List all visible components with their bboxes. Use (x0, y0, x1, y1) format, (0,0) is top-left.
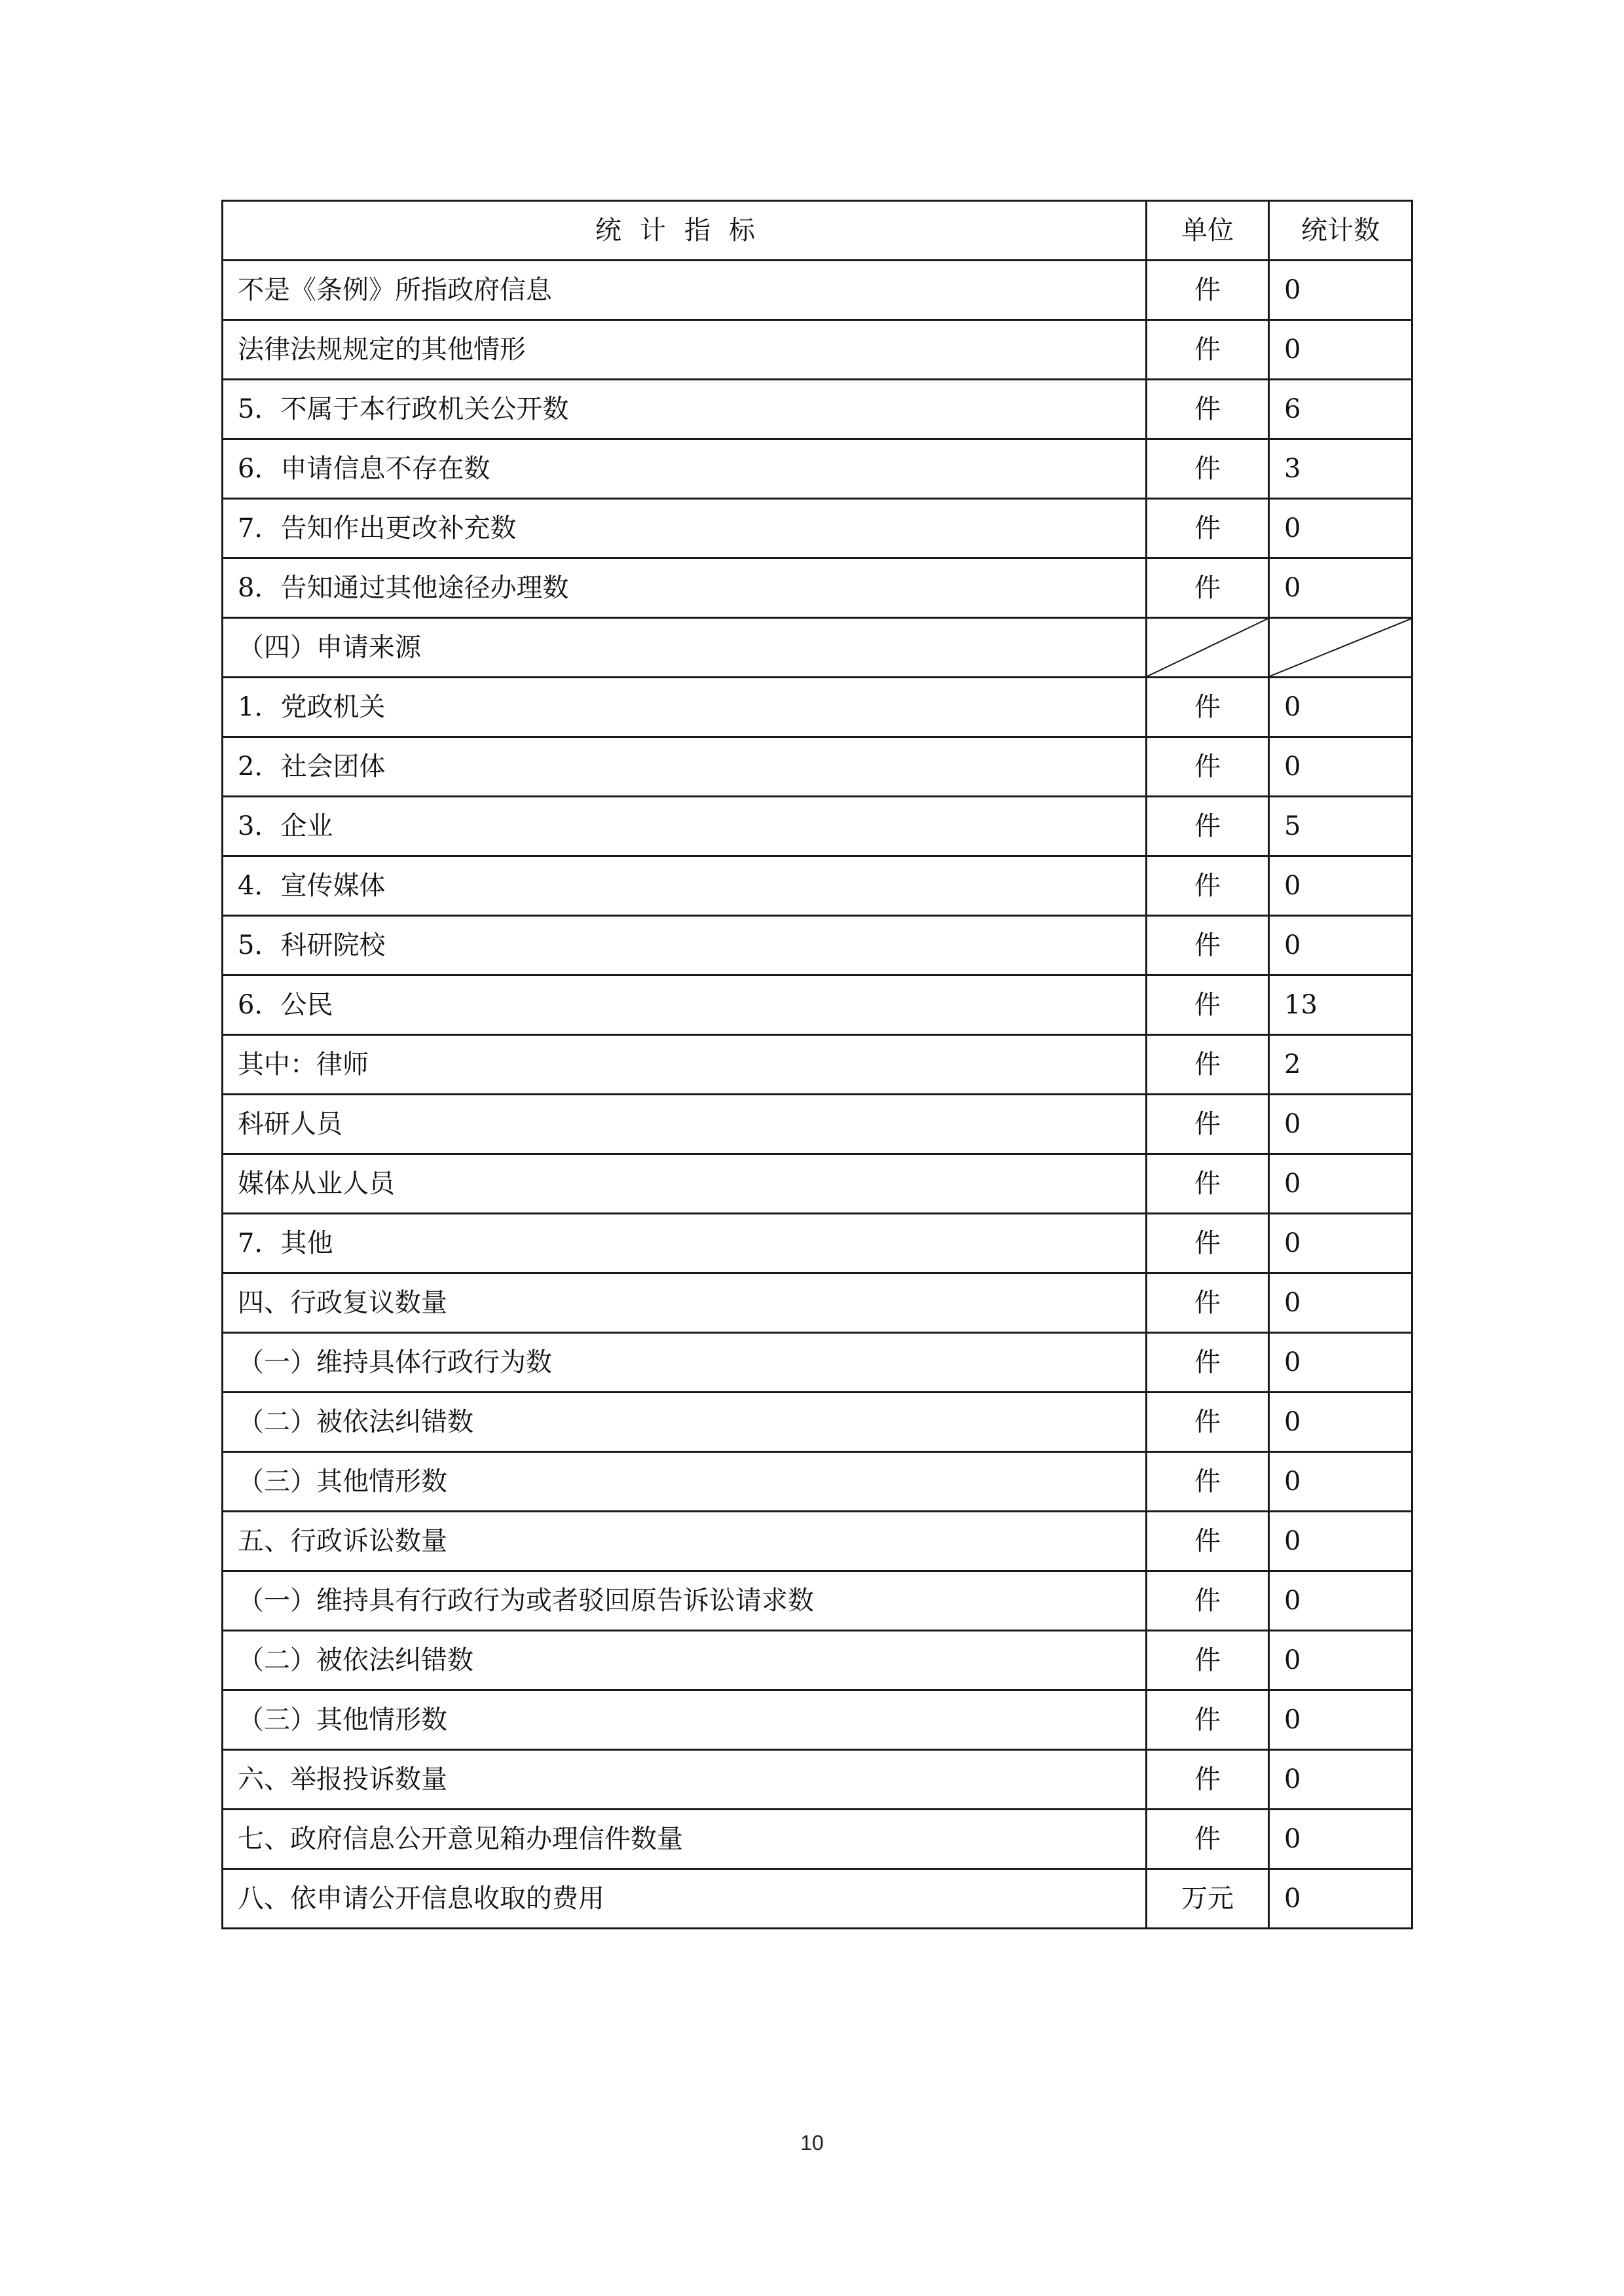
row-count: 0 (1269, 1631, 1412, 1690)
table-row (223, 1393, 1412, 1452)
row-unit: 件 (1147, 856, 1269, 916)
row-unit: 件 (1147, 499, 1269, 558)
row-unit: 件 (1147, 439, 1269, 499)
diagonal-slash-mark (1147, 619, 1268, 676)
row-label: 3．企业 (223, 797, 1147, 856)
row-unit: 件 (1147, 678, 1269, 737)
table-row (223, 1869, 1412, 1929)
table-row (223, 737, 1412, 797)
row-unit: 件 (1147, 261, 1269, 320)
row-unit: 件 (1147, 797, 1269, 856)
table-row (223, 1571, 1412, 1631)
row-label: 五、行政诉讼数量 (223, 1512, 1147, 1571)
row-label: 7．其他 (223, 1214, 1147, 1273)
row-count: 0 (1269, 320, 1412, 380)
table-row (223, 856, 1412, 916)
row-unit: 件 (1147, 916, 1269, 975)
row-label: 4．宣传媒体 (223, 856, 1147, 916)
row-unit-empty (1147, 618, 1269, 678)
row-label: 不是《条例》所指政府信息 (223, 261, 1147, 320)
row-count: 0 (1269, 678, 1412, 737)
row-label: 其中：律师 (223, 1035, 1147, 1095)
row-count: 6 (1269, 380, 1412, 439)
table-row (223, 1690, 1412, 1750)
table-row (223, 320, 1412, 380)
row-label: 法律法规规定的其他情形 (223, 320, 1147, 380)
table-row (223, 261, 1412, 320)
row-label: 六、举报投诉数量 (223, 1750, 1147, 1810)
table-row (223, 1095, 1412, 1154)
row-count: 0 (1269, 737, 1412, 797)
row-unit: 件 (1147, 320, 1269, 380)
row-count: 0 (1269, 1154, 1412, 1214)
row-unit: 件 (1147, 1571, 1269, 1631)
table-row (223, 678, 1412, 737)
table-row (223, 499, 1412, 558)
row-label: 8．告知通过其他途径办理数 (223, 558, 1147, 618)
row-count: 0 (1269, 1750, 1412, 1810)
table-row (223, 1273, 1412, 1333)
header-unit: 单位 (1147, 201, 1269, 261)
row-label: （一）维持具体行政行为数 (223, 1333, 1147, 1393)
diagonal-slash-mark (1270, 619, 1411, 676)
row-unit: 件 (1147, 1035, 1269, 1095)
table-row (223, 975, 1412, 1035)
row-unit: 件 (1147, 1214, 1269, 1273)
row-count: 0 (1269, 1214, 1412, 1273)
row-label: 八、依申请公开信息收取的费用 (223, 1869, 1147, 1929)
row-unit: 万元 (1147, 1869, 1269, 1929)
row-unit: 件 (1147, 1333, 1269, 1393)
row-count: 0 (1269, 1571, 1412, 1631)
row-unit: 件 (1147, 1631, 1269, 1690)
row-count: 0 (1269, 1869, 1412, 1929)
row-label: 7．告知作出更改补充数 (223, 499, 1147, 558)
table-row (223, 439, 1412, 499)
table-row (223, 1333, 1412, 1393)
row-unit: 件 (1147, 1095, 1269, 1154)
row-label: （四）申请来源 (223, 618, 1147, 678)
table-row (223, 618, 1412, 678)
row-unit: 件 (1147, 1393, 1269, 1452)
row-unit: 件 (1147, 975, 1269, 1035)
row-count: 0 (1269, 1452, 1412, 1512)
row-count: 0 (1269, 856, 1412, 916)
row-label: 5．科研院校 (223, 916, 1147, 975)
row-label: 5．不属于本行政机关公开数 (223, 380, 1147, 439)
row-label: （三）其他情形数 (223, 1452, 1147, 1512)
row-count-empty (1269, 618, 1412, 678)
row-count: 5 (1269, 797, 1412, 856)
table-body (223, 261, 1412, 1929)
row-count: 0 (1269, 261, 1412, 320)
page-number: 10 (800, 2131, 824, 2155)
table-row (223, 797, 1412, 856)
row-label: （一）维持具有行政行为或者驳回原告诉讼请求数 (223, 1571, 1147, 1631)
row-count: 2 (1269, 1035, 1412, 1095)
row-label: 2．社会团体 (223, 737, 1147, 797)
row-count: 0 (1269, 1273, 1412, 1333)
row-label: 6．申请信息不存在数 (223, 439, 1147, 499)
row-label: 1．党政机关 (223, 678, 1147, 737)
row-label: 七、政府信息公开意见箱办理信件数量 (223, 1810, 1147, 1869)
row-unit: 件 (1147, 558, 1269, 618)
row-count: 0 (1269, 1393, 1412, 1452)
table-row (223, 916, 1412, 975)
row-unit: 件 (1147, 1690, 1269, 1750)
row-unit: 件 (1147, 1154, 1269, 1214)
row-unit: 件 (1147, 1810, 1269, 1869)
row-unit: 件 (1147, 1452, 1269, 1512)
row-count: 13 (1269, 975, 1412, 1035)
row-label: 媒体从业人员 (223, 1154, 1147, 1214)
statistics-table (221, 200, 1413, 1929)
row-label: 四、行政复议数量 (223, 1273, 1147, 1333)
row-count: 0 (1269, 1333, 1412, 1393)
table-row (223, 1631, 1412, 1690)
row-count: 0 (1269, 499, 1412, 558)
table-row (223, 1154, 1412, 1214)
table-row (223, 1214, 1412, 1273)
row-unit: 件 (1147, 1512, 1269, 1571)
row-unit: 件 (1147, 1273, 1269, 1333)
row-unit: 件 (1147, 380, 1269, 439)
row-unit: 件 (1147, 1750, 1269, 1810)
row-count: 0 (1269, 916, 1412, 975)
row-unit: 件 (1147, 737, 1269, 797)
row-count: 0 (1269, 1810, 1412, 1869)
row-count: 0 (1269, 558, 1412, 618)
row-count: 0 (1269, 1512, 1412, 1571)
row-label: 6．公民 (223, 975, 1147, 1035)
header-indicator: 统计指标 (223, 201, 1147, 261)
table-row (223, 1035, 1412, 1095)
row-count: 3 (1269, 439, 1412, 499)
table-row (223, 380, 1412, 439)
header-count: 统计数 (1269, 201, 1412, 261)
table-row (223, 1452, 1412, 1512)
row-count: 0 (1269, 1690, 1412, 1750)
row-label: （三）其他情形数 (223, 1690, 1147, 1750)
row-count: 0 (1269, 1095, 1412, 1154)
table-row (223, 1512, 1412, 1571)
row-label: 科研人员 (223, 1095, 1147, 1154)
table-row (223, 1810, 1412, 1869)
row-label: （二）被依法纠错数 (223, 1393, 1147, 1452)
table-header-row (223, 201, 1412, 261)
table-row (223, 558, 1412, 618)
table-row (223, 1750, 1412, 1810)
row-label: （二）被依法纠错数 (223, 1631, 1147, 1690)
